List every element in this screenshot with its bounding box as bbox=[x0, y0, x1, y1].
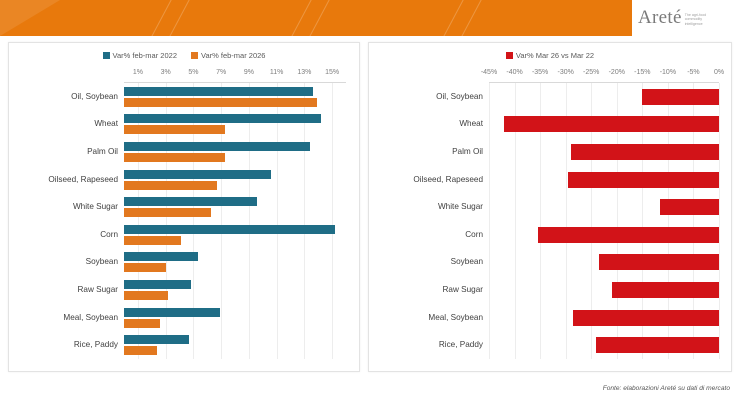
chart-category-row bbox=[437, 193, 719, 221]
category-label: Raw Sugar bbox=[442, 284, 483, 294]
category-label: Oil, Soybean bbox=[71, 91, 118, 101]
chart-plot-right bbox=[413, 83, 719, 359]
axis-tick-label: -25% bbox=[583, 69, 600, 76]
axis-tick-label: 9% bbox=[243, 69, 254, 76]
axis-tick-label: -35% bbox=[531, 69, 549, 76]
chart-legend-left bbox=[9, 51, 359, 60]
category-label: Raw Sugar bbox=[77, 284, 118, 294]
chart-bar[interactable] bbox=[124, 142, 310, 151]
chart-bar[interactable] bbox=[124, 308, 220, 317]
axis-tick-label: -15% bbox=[634, 69, 651, 76]
category-label: Corn bbox=[465, 229, 483, 239]
axis-rule bbox=[124, 82, 346, 83]
chart-bar[interactable] bbox=[571, 144, 719, 160]
chart-category-row bbox=[452, 138, 719, 166]
chart-bar[interactable] bbox=[124, 346, 157, 355]
chart-bar[interactable] bbox=[124, 291, 168, 300]
axis-tick-label: 0% bbox=[713, 69, 725, 76]
chart-bar[interactable] bbox=[573, 310, 719, 326]
category-label: Rice, Paddy bbox=[438, 340, 483, 350]
axis-tick-label: 3% bbox=[160, 69, 171, 76]
axis-tick-label: 13% bbox=[297, 69, 312, 76]
legend-item[interactable] bbox=[191, 51, 265, 60]
axis-tick-label: -10% bbox=[659, 69, 677, 76]
chart-category-row bbox=[48, 166, 346, 194]
axis-tick-label: 1% bbox=[132, 69, 143, 76]
chart-category-row bbox=[63, 304, 346, 332]
chart-bar[interactable] bbox=[612, 282, 719, 298]
legend-label: Var% feb-mar 2026 bbox=[201, 51, 266, 60]
header-diagonal-line bbox=[277, 0, 325, 36]
axis-tick-label: -5% bbox=[687, 69, 700, 76]
category-label: Wheat bbox=[459, 119, 483, 129]
legend-swatch-icon bbox=[103, 52, 110, 59]
legend-swatch-icon bbox=[191, 52, 198, 59]
chart-bar[interactable] bbox=[124, 125, 225, 134]
header-band bbox=[0, 0, 740, 36]
legend-swatch-icon bbox=[506, 52, 513, 59]
chart-bar[interactable] bbox=[124, 263, 166, 272]
header-wedge-decoration bbox=[0, 0, 60, 36]
chart-bar[interactable] bbox=[568, 172, 719, 188]
chart-category-row bbox=[100, 221, 346, 249]
category-label: Rice, Paddy bbox=[73, 340, 118, 350]
chart-bar[interactable] bbox=[124, 98, 317, 107]
category-label: Oil, Soybean bbox=[436, 91, 483, 101]
legend-item[interactable] bbox=[103, 51, 177, 60]
chart-panel-left bbox=[8, 42, 360, 372]
chart-xaxis-left bbox=[124, 69, 346, 81]
chart-bar[interactable] bbox=[124, 236, 181, 245]
chart-xaxis-right bbox=[480, 69, 725, 81]
chart-bar[interactable] bbox=[124, 87, 313, 96]
axis-tick-label: -40% bbox=[506, 69, 523, 76]
source-note: Fonte: elaborazioni Areté su dati di mercato bbox=[602, 385, 730, 392]
axis-tick-label: -45% bbox=[480, 69, 498, 76]
axis-tick-label: 11% bbox=[269, 69, 284, 76]
category-label: Meal, Soybean bbox=[63, 312, 118, 322]
axis-tick-label: 7% bbox=[216, 69, 227, 76]
axis-rule bbox=[489, 82, 719, 83]
chart-category-row bbox=[77, 276, 346, 304]
chart-bar[interactable] bbox=[124, 280, 191, 289]
category-label: Soybean bbox=[450, 257, 483, 267]
chart-category-row bbox=[442, 276, 719, 304]
chart-plot-left bbox=[48, 83, 346, 359]
chart-bar[interactable] bbox=[124, 114, 321, 123]
chart-legend-right bbox=[369, 51, 731, 60]
chart-bar[interactable] bbox=[124, 208, 211, 217]
category-label: White Sugar bbox=[437, 202, 483, 212]
chart-bar[interactable] bbox=[596, 337, 719, 353]
brand-name: Areté bbox=[638, 7, 682, 28]
brand-tagline-line1: The agri-food bbox=[684, 12, 707, 17]
chart-category-row bbox=[465, 221, 719, 249]
header-diagonal-line bbox=[429, 0, 477, 36]
chart-bar[interactable] bbox=[124, 319, 160, 328]
brand-logo bbox=[632, 0, 740, 36]
chart-category-row bbox=[71, 83, 346, 111]
chart-category-row bbox=[459, 111, 719, 139]
axis-tick-label: 15% bbox=[325, 69, 340, 76]
chart-bar[interactable] bbox=[124, 153, 225, 162]
chart-bar[interactable] bbox=[124, 170, 271, 179]
category-label: Wheat bbox=[94, 119, 118, 129]
chart-category-row bbox=[94, 111, 346, 139]
category-label: Meal, Soybean bbox=[428, 312, 483, 322]
axis-tick-label: 5% bbox=[188, 69, 199, 76]
chart-panel-right bbox=[368, 42, 732, 372]
chart-category-row bbox=[436, 83, 719, 111]
chart-category-row bbox=[428, 304, 719, 332]
category-label: Palm Oil bbox=[452, 146, 483, 156]
header-diagonal-line bbox=[137, 0, 185, 36]
chart-category-row bbox=[72, 193, 346, 221]
legend-item[interactable] bbox=[506, 51, 594, 60]
chart-category-row bbox=[450, 249, 719, 277]
category-label: White Sugar bbox=[72, 202, 118, 212]
chart-bar[interactable] bbox=[642, 89, 719, 105]
chart-bar[interactable] bbox=[124, 252, 198, 261]
gridline bbox=[719, 83, 720, 359]
category-label: Soybean bbox=[85, 257, 118, 267]
chart-category-row bbox=[438, 331, 719, 359]
chart-bar[interactable] bbox=[599, 254, 719, 270]
chart-bar[interactable] bbox=[504, 116, 719, 132]
chart-bar[interactable] bbox=[124, 197, 257, 206]
chart-bar[interactable] bbox=[124, 335, 189, 344]
axis-tick-label: -30% bbox=[557, 69, 574, 76]
chart-category-row bbox=[73, 331, 346, 359]
category-label: Oilseed, Rapeseed bbox=[48, 174, 118, 184]
chart-bar[interactable] bbox=[660, 199, 719, 215]
brand-tagline-line3: intelligence bbox=[684, 21, 703, 26]
brand-tagline-line2: commodity bbox=[684, 17, 703, 22]
chart-category-row bbox=[87, 138, 346, 166]
axis-tick-label: -20% bbox=[608, 69, 625, 76]
category-label: Corn bbox=[100, 229, 118, 239]
chart-bar[interactable] bbox=[538, 227, 719, 243]
chart-category-row bbox=[85, 249, 346, 277]
legend-label: Var% Mar 26 vs Mar 22 bbox=[515, 51, 595, 60]
legend-label: Var% feb-mar 2022 bbox=[112, 51, 177, 60]
chart-bar[interactable] bbox=[124, 225, 335, 234]
brand-tagline bbox=[685, 13, 706, 27]
chart-bar[interactable] bbox=[124, 181, 217, 190]
category-label: Palm Oil bbox=[87, 146, 118, 156]
category-label: Oilseed, Rapeseed bbox=[413, 174, 483, 184]
chart-category-row bbox=[413, 166, 719, 194]
